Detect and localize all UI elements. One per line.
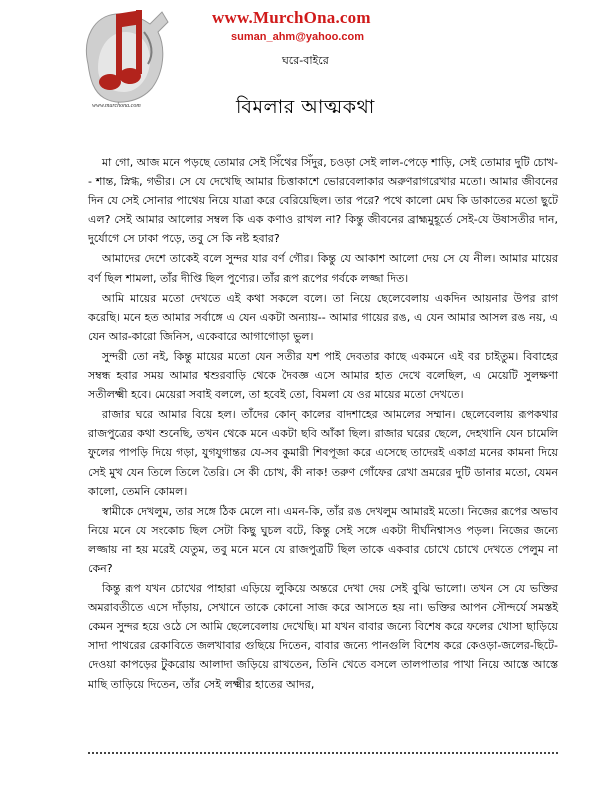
paragraph: আমি মায়ের মতো দেখতে এই কথা সকলে বলে। তা নিয়ে ছেলেবেলায় একদিন আয়নার উপর রাগ করেছি। মনে হত আমার সর্বাঙ্গে এ যেন একটা অন্যায়-- আমার গায়ের রঙ, এ যেন আমার আসল রঙ নয়, এ যেন আর-কারো জিনিস, একেবারে আগাগোড়া ভুল। — [88, 291, 558, 343]
page-title: বিমলার আত্মকথা — [236, 96, 375, 118]
dotted-divider — [88, 752, 558, 754]
site-link[interactable]: www.MurchOna.com — [212, 8, 371, 27]
paragraph: সুন্দরী তো নই, কিন্তু মায়ের মতো যেন সতীর যশ পাই দেবতার কাছে একমনে এই বর চাইতুম। বিবাহের সম্বন্ধ হবার সময় আমার শ্বশুরবাড়ি থেকে দৈবজ্ঞ এসে আমার হাত দেখে বলেছিল, এ মেয়েটি সুলক্ষণা সতীলক্ষ্মী হবে। মেয়েরা সবাই বললে, তা হবেই তো, বিমলা যে ওর মায়ের মতো দেখতে। — [88, 349, 558, 402]
paragraph: আমাদের দেশে তাকেই বলে সুন্দর যার বর্ণ গৌর। কিন্তু যে আকাশ আলো দেয় সে যে নীল। আমার মায়ের বর্ণ ছিল শামলা, তাঁর দীপ্তি ছিল পুণ্যের। তাঁর রূপ রূপের গর্বকে লজ্জা দিত। — [88, 252, 558, 285]
paragraph: রাজার ঘরে আমার বিয়ে হল। তাঁদের কোন্‌ কালের বাদশাহের আমলের সম্মান। ছেলেবেলায় রূপকথার রাজপুত্রের কথা শুনেছি, তখন থেকে মনে একটা ছবি আঁকা ছিল। রাজার ঘরের ছেলে, দেহখানি যেন চামেলি ফুলের পাপড়ি দিয়ে গড়া, যুগযুগান্তর যে-সব কুমারী শিবপূজা করে এসেছে তাদেরই একাগ্র মনের কামনা দিয়ে সেই মুখ যেন তিলে তিলে তৈরি। সে কী চোখ, কী নাক! তরুণ গোঁফের রেখা ভ্রমরের দুটি ডানার মতো, যেমন কালো, তেমনি কোমল। — [88, 408, 558, 498]
logo-caption: www.murchona.com — [92, 103, 141, 109]
paragraph: স্বামীকে দেখলুম, তার সঙ্গে ঠিক মেলে না। এমন-কি, তাঁর রঙ দেখলুম আমারই মতো। নিজের রূপের অভাব নিয়ে মনে যে সংকোচ ছিল সেটা কিছু ঘুচল বটে, কিন্তু সেই সঙ্গে একটা দীর্ঘনিশ্বাসও পড়ল। নিজের জন্যে লজ্জায় না হয় মরেই যেতুম, তবু মনে মনে যে রাজপুত্রটি ছিল তাকে একবার চোখে চোখে দেখতে পেলুম না কেন? — [88, 504, 558, 575]
paragraph: মা গো, আজ মনে পড়ছে তোমার সেই সিঁথের সিঁদুর, চওড়া সেই লাল-পেড়ে শাড়ি, সেই তোমার দুটি চোখ-- শান্ত, স্নিগ্ধ, গভীর। সে যে দেখেছি আমার চিত্তাকাশে ভোরবেলাকার অরুণরাগরেখার মতো। আমার জীবনের দিন যে সেই সোনার পাথেয় নিয়ে যাত্রা করে বেরিয়েছিল। তার পরে? পথে কালো মেঘ কি ডাকাতের মতো ছুটে এল? সেই আমার আলোর সম্বল কি এক কণাও রাখল না? কিন্তু জীবনের ব্রাহ্মমুহূর্তে সেই-যে উষাসতীর দান, দুর্যোগে সে ঢাকা পড়ে, তবু সে কি নষ্ট হবার? — [88, 156, 558, 246]
body-text — [88, 153, 558, 694]
paragraph: কিন্তু রূপ যখন চোখের পাহারা এড়িয়ে লুকিয়ে অন্তরে দেখা দেয় সেই বুঝি ভালো। তখন সে যে ভক্তির অমরাবতীতে এসে দাঁড়ায়, সেখানে তাকে কোনো সাজ করে আসতে হয় না। ভক্তির আপন সৌন্দর্যে সমস্তই কেমন সুন্দর হয়ে ওঠে সে আমি ছেলেবেলায় দেখেছি। মা যখন বাবার জন্যে বিশেষ করে ফলের খোসা ছাড়িয়ে সাদা পাথরের রেকাবিতে জলখাবার গুছিয়ে দিতেন, বাবার জন্যে পানগুলি বিশেষ করে কেওড়া-জলের-ছিটে-দেওয়া কাপড়ের টুকরোয় আলাদা জড়িয়ে রাখতেন, তিনি খেতে বসলে তালপাতার পাখা নিয়ে আস্তে আস্তে মাছি তাড়িয়ে দিতেন, তাঁর সেই লক্ষ্মীর হাতের আদর, — [88, 582, 558, 691]
series-title: ঘরে-বাইরে — [282, 54, 329, 67]
email-link[interactable]: suman_ahm@yahoo.com — [231, 31, 364, 43]
murchona-logo — [78, 2, 174, 114]
